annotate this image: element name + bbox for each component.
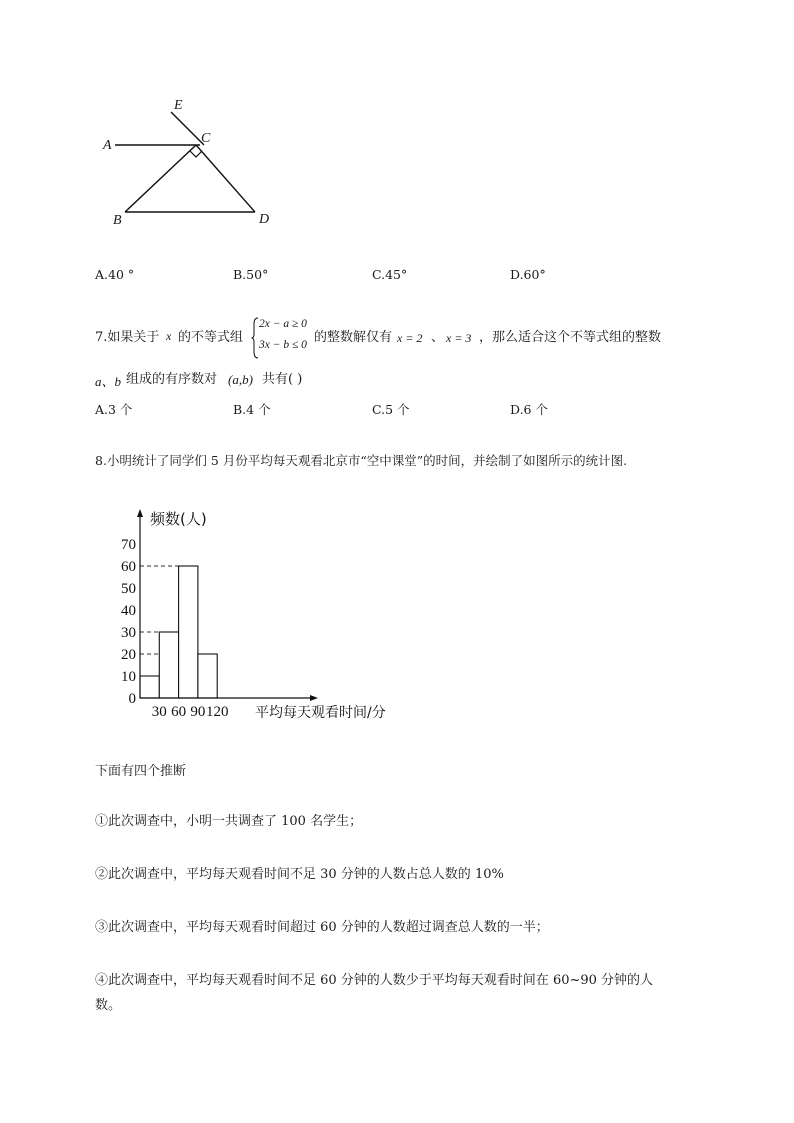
x-tick-label-60: 60 (171, 704, 187, 720)
line-CD (196, 145, 255, 212)
q8-item-1: ①此次调查中，小明一共调查了 100 名学生； (95, 814, 363, 829)
q8-intro: 下面有四个推断 (95, 764, 187, 779)
q7-ineq-1: 2x − a ≥ 0 (259, 318, 307, 330)
y-axis-arrow-icon (137, 509, 143, 517)
right-angle-mark (190, 151, 202, 157)
q7-mid1: 的不等式组 (178, 330, 244, 345)
q7-line2-mid: 组成的有序数对 (126, 372, 218, 387)
y-tick-label-40: 40 (121, 603, 136, 619)
y-tick-label-0: 0 (128, 691, 136, 707)
q6-option-a: A.40 ° (95, 267, 135, 282)
y-axis-label: 频数(人) (150, 510, 207, 528)
y-tick-label-20: 20 (121, 647, 136, 663)
q8-item-4-cont: 数。 (95, 998, 122, 1013)
line-BC (125, 145, 196, 212)
q7-option-c: C.5 个 (372, 402, 410, 417)
x-tick-label-120: 120 (205, 704, 229, 720)
q6-option-d: D.60° (510, 267, 546, 282)
q7-option-d: D.6 个 (510, 402, 548, 417)
q8-item-3: ③此次调查中，平均每天观看时间超过 60 分钟的人数超过调查总人数的一半； (95, 920, 549, 935)
x-axis-label: 平均每天观看时间/分 (255, 705, 386, 721)
y-tick-label-60: 60 (121, 559, 136, 575)
x-tick-label-30: 30 (151, 704, 167, 720)
q7-sol-1: x = 2 (397, 331, 423, 345)
q7-option-b: B.4 个 (233, 402, 271, 417)
y-tick-label-70: 70 (121, 537, 136, 553)
q8-item-2: ②此次调查中，平均每天观看时间不足 30 分钟的人数占总人数的 10% (95, 867, 504, 882)
histogram-bar-2 (159, 632, 178, 698)
y-tick-label-10: 10 (121, 669, 136, 685)
brace-icon (251, 316, 259, 360)
q7-sep: 、 (431, 330, 445, 345)
q8-item-4: ④此次调查中，平均每天观看时间不足 60 分钟的人数少于平均每天观看时间在 60~90 分钟的人 (95, 973, 654, 988)
q7-sol-2: x = 3 (446, 331, 472, 345)
x-axis-arrow-icon (310, 695, 318, 701)
y-tick-label-50: 50 (121, 581, 136, 597)
label-E: E (174, 98, 183, 113)
q7-mid2: 的整数解仅有 (314, 330, 393, 345)
q7-line2-tail: 共有( ) (262, 372, 303, 387)
histogram-bar-4 (198, 654, 217, 698)
label-C: C (201, 131, 211, 146)
q7-option-a: A.3 个 (95, 402, 133, 417)
x-tick-label-90: 90 (190, 704, 206, 720)
histogram-bar-1 (140, 676, 159, 698)
q8-stem: 8.小明统计了同学们 5 月份平均每天观看北京市“空中课堂”的时间，并绘制了如图所示的统计图. (95, 453, 628, 468)
label-B: B (113, 213, 122, 228)
q7-var-x: x (166, 329, 172, 343)
q7-pair: (a,b) (228, 372, 253, 387)
q7-ineq-2: 3x − b ≤ 0 (259, 339, 307, 351)
q7-prefix: 7.如果关于 (95, 330, 160, 345)
histogram-bar-3 (179, 566, 198, 698)
label-A: A (103, 138, 112, 153)
q6-option-b: B.50° (233, 267, 269, 282)
y-tick-label-30: 30 (121, 625, 136, 641)
q7-tail: ，那么适合这个不等式组的整数 (479, 330, 662, 345)
label-D: D (259, 212, 270, 227)
line-EC (171, 112, 204, 145)
histogram-chart (100, 500, 430, 725)
q6-option-c: C.45° (372, 267, 408, 282)
q7-ab: a、b (95, 374, 122, 389)
q7-inequality-system (251, 316, 313, 360)
